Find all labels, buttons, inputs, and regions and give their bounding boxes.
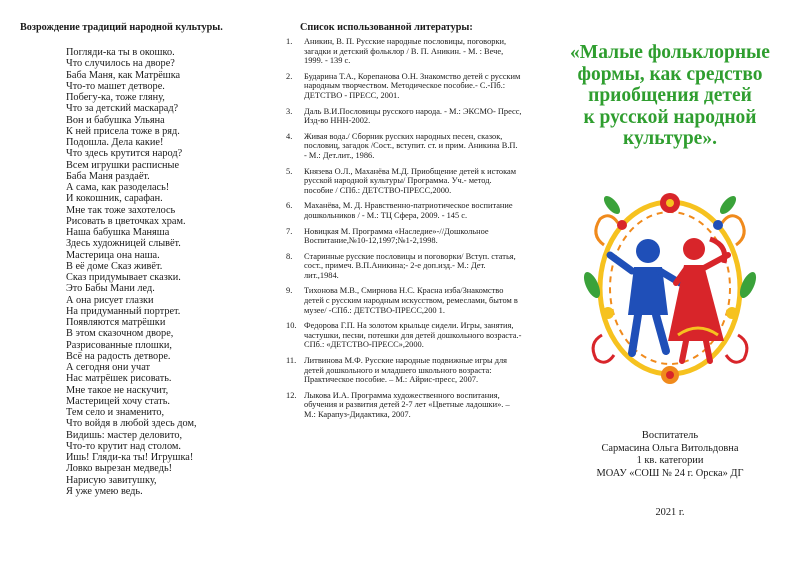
reference-text: Литвинова М.Ф. Русские народные подвижные игры для детей дошкольного и младшего школьного возраста: Практическое пособие. – М.: Айрис-пресс, 2007. — [304, 356, 508, 385]
poem-line: Мастерица она наша. — [66, 249, 160, 261]
reference-number: 12. — [286, 390, 297, 400]
poem-line: Видишь: мастер деловито, — [66, 429, 183, 441]
reference-text: Аникин, В. П. Русские народные пословицы, поговорки, загадки и детский фольклор / В. П. Аникин. - М. : Вече, 1999. - 139 с. — [304, 37, 507, 66]
poem-line: А она рисует глазки — [66, 294, 154, 306]
reference-item — [282, 107, 522, 126]
title-line: приобщения детей — [588, 85, 752, 106]
boy-leg — [656, 315, 666, 351]
reference-item — [282, 252, 522, 281]
poem-line: Здесь художницей слывёт. — [66, 238, 181, 250]
poem-line: Всё на радость детворе. — [66, 350, 171, 362]
poem-line: Наша бабушка Маняша — [66, 227, 170, 238]
reference-text: Князева О.Л., Маханёва М.Д. Приобщение детей к истокам русской народной культуры/ Программа. Уч.- метод. пособие / СПб.: ДЕТСТВО-ПРЕСС,2000. — [304, 166, 517, 195]
poem-line: Разрисованные плошки, — [66, 339, 172, 351]
poem-line: Баба Маня, как Матрёшка — [66, 69, 181, 81]
flower-ornament — [726, 307, 738, 319]
author-info-line: Воспитатель — [641, 430, 699, 441]
flower-ornament — [617, 220, 627, 230]
poem-line: Что-то машет детворе. — [66, 80, 165, 92]
poem-column — [20, 22, 265, 497]
poem-line: Что за детский маскарад? — [66, 103, 179, 115]
poem-line: А сама, как разоделась! — [66, 182, 170, 193]
poem-line: Подошла. Дела какие! — [66, 137, 164, 148]
reference-item — [282, 201, 522, 220]
reference-number: 6. — [286, 201, 293, 211]
poem-line: Что случилось на дворе? — [66, 58, 175, 70]
flower-ornament — [713, 220, 723, 230]
reference-number: 9. — [286, 286, 293, 296]
boy-leg — [632, 315, 638, 353]
poem-line: И кокошник, сарафан. — [66, 193, 163, 205]
cover-panel — [540, 0, 800, 565]
reference-text: Бударина Т.А., Корепанова О.Н. Знакомство детей с русским народным творчеством. Методическое пособие.- С.-Пб.: ДЕТСТВО - ПРЕСС, 2001. — [304, 71, 521, 100]
poem-line: А сегодня они учат — [66, 362, 151, 373]
reference-number: 2. — [286, 71, 293, 81]
poem-heading: Возрождение традиций народной культуры. — [20, 22, 223, 33]
girl-leg — [706, 341, 710, 361]
reference-item — [282, 72, 522, 101]
author-info-line: МОАУ «СОШ № 24 г. Орска» ДГ — [596, 467, 744, 479]
poem-line: Что-то крутит над столом. — [66, 440, 181, 452]
references-heading: Список использованной литературы: — [300, 22, 473, 33]
poem-line: Ловко вырезан медведь! — [66, 463, 173, 475]
flower-ornament — [602, 307, 614, 319]
leaf-ornament — [601, 193, 623, 216]
poem-line: Рисовать в цветочках храм. — [66, 215, 186, 227]
title-line: формы, как средство — [577, 63, 763, 85]
reference-number: 3. — [286, 106, 293, 116]
reference-text: Даль В.И.Пословицы русского народа. - М.: ЭКСМО- Пресс, Изд-во ННН-2002. — [304, 106, 522, 126]
poem-line: Баба Маня раздаёт. — [66, 170, 150, 182]
poem-line: Нас матрёшек рисовать. — [66, 373, 172, 385]
poem-line: Погляди-ка ты в окошко. — [66, 47, 175, 58]
reference-item — [282, 132, 522, 161]
curl-ornament — [722, 216, 744, 245]
poem-line: Я уже умею ведь. — [66, 485, 143, 497]
title-line: культуре». — [623, 128, 717, 149]
poem — [66, 47, 265, 497]
reference-number: 11. — [286, 356, 297, 366]
folk-dancers-illustration — [582, 185, 758, 391]
wreath-inner-ring — [610, 212, 730, 364]
poem-line: К ней присела тоже в ряд. — [66, 125, 180, 137]
poem-line: Мне так тоже захотелось — [66, 204, 176, 216]
reference-number: 4. — [286, 131, 293, 141]
author-info-line: Сармасина Ольга Витольдовна — [601, 442, 739, 454]
reference-text: Лыкова И.А. Программа художественного воспитания, обучения и развития детей 2-7 лет «Цветные ладошки». – М.: Карапуз-Дидактика, 2007. — [304, 390, 510, 419]
poem-line: Побегу-ка, тоже гляну, — [66, 92, 165, 103]
poem-line: Появляются матрёшки — [66, 317, 166, 328]
reference-number: 8. — [286, 251, 293, 261]
poem-line: Всем игрушки расписные — [66, 159, 180, 171]
reference-text: Старинные русские пословицы и поговорки/ Вступ. статья, сост., примеч. В.П.Аникина;- 2-е доп.изд.- М.: Дет. лит.,1984. — [304, 251, 516, 280]
girl-leg — [682, 341, 686, 361]
poem-line: Вон и бабушка Ульяна — [66, 114, 165, 126]
poem-line: Ишь! Гляди-ка ты! Игрушка! — [66, 452, 194, 463]
poem-line: В её доме Сказ живёт. — [66, 260, 163, 272]
reference-item — [282, 227, 522, 246]
reference-text: Новицкая М. Программа «Наследие»-//Дошкольное Воспитание,№10-12,1997;№1-2,1998. — [304, 226, 489, 246]
references-list — [282, 37, 522, 420]
reference-item — [282, 356, 522, 385]
poem-line: Мне такое не наскучит, — [66, 384, 169, 396]
title-line: «Малые фольклорные — [570, 42, 770, 63]
poem-line: Что войдя в любой здесь дом, — [66, 418, 197, 430]
leaf-ornament — [717, 193, 739, 216]
girl-head — [683, 238, 705, 260]
poem-line: Что здесь крутится народ? — [66, 148, 183, 160]
reference-item — [282, 321, 522, 350]
poem-line: Это Бабы Мани лед. — [66, 283, 155, 295]
title-line: к русской народной — [583, 106, 757, 128]
flower-center — [666, 371, 674, 379]
author-info-line: 1 кв. категории — [636, 455, 704, 467]
reference-text: Маханёва, М. Д. Нравственно-патриотическое воспитание дошкольников / - М.: ТЦ Сфера, 2009. - 145 с. — [304, 201, 513, 220]
brochure-title — [540, 42, 800, 150]
boy-arm — [610, 255, 632, 271]
reference-number: 5. — [286, 166, 293, 176]
reference-item — [282, 286, 522, 315]
poem-line: Нарисую завитушку, — [66, 474, 157, 486]
reference-item — [282, 167, 522, 196]
poem-line: Тем село и знаменито, — [66, 407, 165, 418]
author-info — [540, 430, 800, 480]
reference-text: Тихонова М.В., Смирнова Н.С. Красна изба/Знакомство детей с русским народным искусством, ремеслами, бытом в музее/ -СПб.: ДЕТСТВО-ПРЕСС,200 1. — [304, 286, 518, 315]
reference-text: Федорова Г.П. На золотом крыльце сидели. Игры, занятия, частушки, песни, потешки для детей дошкольного возраста.- СПб.: «ДЕТСТВО-ПРЕСС»,2000. — [304, 321, 522, 350]
year: 2021 г. — [655, 507, 685, 518]
poem-line: Мастерицей хочу стать. — [66, 395, 170, 407]
reference-text: Живая вода./ Сборник русских народных песен, сказок, пословиц, загадок /Сост., вступит. ст. и прим. Аникина В.П. - М.: Дет.лит., 1986. — [304, 131, 518, 160]
boy-head — [636, 239, 660, 263]
poem-line: Сказ придумывает сказки. — [66, 272, 181, 283]
references-column — [282, 22, 522, 426]
curl-ornament — [596, 216, 618, 245]
poem-line: В этом сказочном дворе, — [66, 328, 174, 340]
reference-item — [282, 391, 522, 420]
flower-center — [666, 199, 674, 207]
reference-number: 1. — [286, 37, 293, 46]
reference-number: 10. — [286, 321, 297, 331]
reference-number: 7. — [286, 226, 293, 236]
reference-item — [282, 37, 522, 66]
poem-line: На придуманный портрет. — [66, 305, 181, 317]
